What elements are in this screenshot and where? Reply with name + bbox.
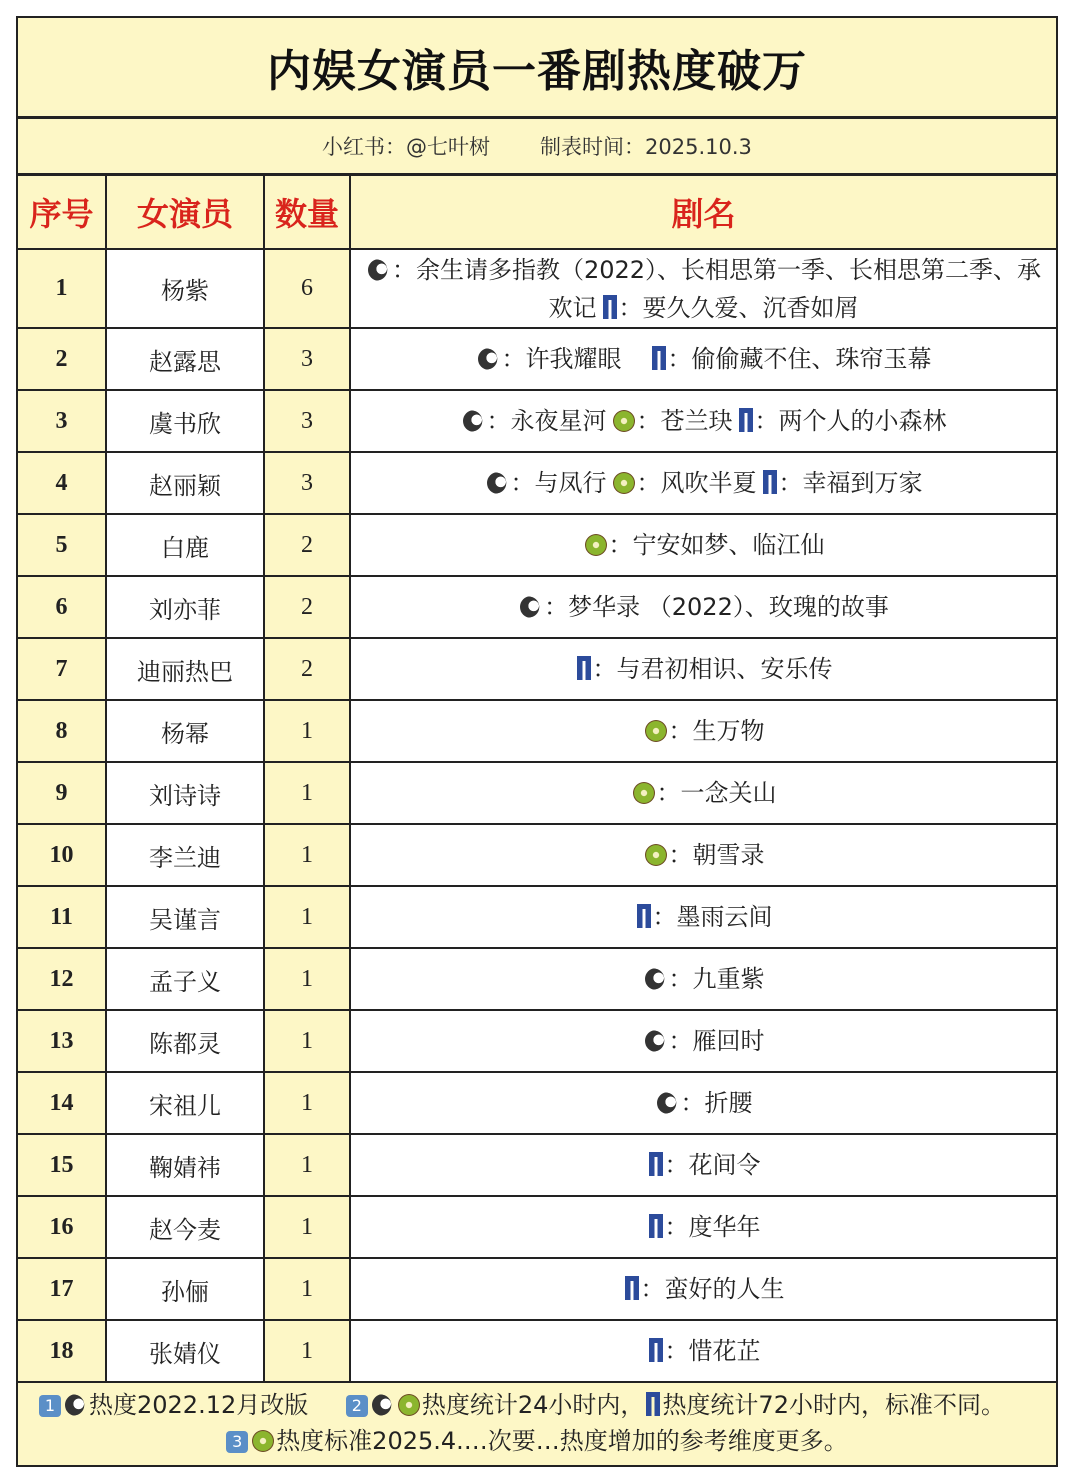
drama-cell	[350, 452, 1056, 514]
drama-list: ：要久久爱、沉香如屑	[618, 293, 859, 322]
drama-cell	[350, 390, 1056, 452]
table-row	[18, 700, 1056, 762]
drama-list: ：朝雪录	[668, 841, 765, 869]
rank-cell: 18	[18, 1320, 106, 1382]
jeans-icon	[603, 295, 617, 319]
kiwi-icon	[633, 782, 655, 804]
table-row	[18, 249, 1056, 328]
count-cell: 1	[264, 886, 350, 948]
drama-cell	[350, 886, 1056, 948]
actress-cell: 赵露思	[106, 328, 264, 390]
rank-cell: 4	[18, 452, 106, 514]
penguin-icon	[65, 1394, 87, 1416]
rank-cell: 13	[18, 1010, 106, 1072]
number-3-icon: 3	[226, 1431, 248, 1453]
actress-cell: 李兰迪	[106, 824, 264, 886]
count-cell: 1	[264, 1196, 350, 1258]
note-3: 热度标准2025.4.…次要…热度增加的参考维度更多。	[276, 1427, 848, 1455]
table-row	[18, 824, 1056, 886]
rank-cell: 5	[18, 514, 106, 576]
count-cell: 2	[264, 576, 350, 638]
rank-cell: 9	[18, 762, 106, 824]
drama-cell	[350, 1010, 1056, 1072]
table-row	[18, 948, 1056, 1010]
kiwi-icon	[252, 1430, 274, 1452]
count-cell: 1	[264, 824, 350, 886]
count-cell: 3	[264, 452, 350, 514]
penguin-icon	[657, 1092, 679, 1114]
actress-cell: 迪丽热巴	[106, 638, 264, 700]
rank-cell: 15	[18, 1134, 106, 1196]
drama-list: ：余生请多指教（2022）、长相思第一季、长相思第二季、承欢记	[391, 255, 1042, 322]
actress-cell: 陈都灵	[106, 1010, 264, 1072]
ranking-table	[18, 176, 1056, 1383]
drama-list: ：花间令	[664, 1151, 761, 1179]
drama-list: ：幸福到万家	[778, 469, 923, 497]
table-row	[18, 514, 1056, 576]
penguin-icon	[487, 472, 509, 494]
count-cell: 1	[264, 1010, 350, 1072]
number-1-icon: 1	[39, 1395, 61, 1417]
count-cell: 3	[264, 328, 350, 390]
kiwi-icon	[645, 844, 667, 866]
drama-list: ：惜花芷	[664, 1337, 761, 1365]
table-row	[18, 1134, 1056, 1196]
jeans-icon	[649, 1214, 663, 1238]
drama-list: ：与凤行	[510, 469, 607, 497]
header-index: 序号	[18, 176, 106, 249]
date: 制表时间：2025.10.3	[540, 135, 752, 159]
jeans-icon	[652, 346, 666, 370]
jeans-icon	[625, 1276, 639, 1300]
table-row	[18, 328, 1056, 390]
drama-list: ：折腰	[680, 1089, 753, 1117]
note-1: 热度2022.12月改版	[89, 1391, 309, 1419]
drama-list: ：梦华录 （2022）、玫瑰的故事	[544, 593, 889, 621]
actress-cell: 孟子义	[106, 948, 264, 1010]
drama-list: ：许我耀眼	[501, 345, 622, 373]
rank-cell: 8	[18, 700, 106, 762]
count-cell: 3	[264, 390, 350, 452]
table-row	[18, 452, 1056, 514]
subtitle	[18, 119, 1056, 176]
author: 小红书：@七叶树	[322, 135, 491, 159]
drama-cell	[350, 576, 1056, 638]
drama-cell	[350, 1258, 1056, 1320]
rank-cell: 6	[18, 576, 106, 638]
rank-cell: 16	[18, 1196, 106, 1258]
ranking-sheet	[16, 16, 1058, 1467]
penguin-icon	[478, 348, 500, 370]
drama-cell	[350, 824, 1056, 886]
actress-cell: 宋祖儿	[106, 1072, 264, 1134]
jeans-icon	[577, 656, 591, 680]
page-title: 内娱女演员一番剧热度破万	[18, 18, 1056, 119]
table-row	[18, 886, 1056, 948]
jeans-icon	[649, 1152, 663, 1176]
drama-cell	[350, 1320, 1056, 1382]
note-2a: 热度统计24小时内，	[421, 1391, 645, 1419]
drama-list: ：雁回时	[668, 1027, 765, 1055]
count-cell: 1	[264, 1072, 350, 1134]
footnote	[18, 1383, 1056, 1465]
number-2-icon: 2	[346, 1395, 368, 1417]
rank-cell: 17	[18, 1258, 106, 1320]
drama-cell	[350, 762, 1056, 824]
drama-list: ：与君初相识、安乐传	[592, 655, 833, 683]
penguin-icon	[645, 968, 667, 990]
actress-cell: 张婧仪	[106, 1320, 264, 1382]
drama-list: ：生万物	[668, 717, 765, 745]
header-row	[18, 176, 1056, 249]
table-row	[18, 638, 1056, 700]
penguin-icon	[520, 596, 542, 618]
actress-cell: 鞠婧祎	[106, 1134, 264, 1196]
count-cell: 2	[264, 514, 350, 576]
table-row	[18, 1010, 1056, 1072]
rank-cell: 1	[18, 249, 106, 328]
count-cell: 1	[264, 1134, 350, 1196]
drama-cell	[350, 328, 1056, 390]
table-row	[18, 1258, 1056, 1320]
jeans-icon	[649, 1338, 663, 1362]
drama-cell	[350, 700, 1056, 762]
actress-cell: 白鹿	[106, 514, 264, 576]
rank-cell: 7	[18, 638, 106, 700]
drama-list: ：度华年	[664, 1213, 761, 1241]
drama-cell	[350, 249, 1056, 328]
table-row	[18, 1072, 1056, 1134]
count-cell: 1	[264, 762, 350, 824]
table-row	[18, 762, 1056, 824]
kiwi-icon	[398, 1394, 420, 1416]
count-cell: 2	[264, 638, 350, 700]
actress-cell: 孙俪	[106, 1258, 264, 1320]
drama-list: ：墨雨云间	[652, 903, 773, 931]
drama-list: ：偷偷藏不住、珠帘玉幕	[667, 345, 932, 373]
count-cell: 1	[264, 700, 350, 762]
kiwi-icon	[613, 472, 635, 494]
jeans-icon	[763, 470, 777, 494]
count-cell: 1	[264, 1258, 350, 1320]
drama-list: ：两个人的小森林	[754, 407, 947, 435]
drama-list: ：苍兰玦	[636, 407, 733, 435]
actress-cell: 刘诗诗	[106, 762, 264, 824]
rank-cell: 14	[18, 1072, 106, 1134]
actress-cell: 虞书欣	[106, 390, 264, 452]
table-row	[18, 576, 1056, 638]
header-drama: 剧名	[350, 176, 1056, 249]
note-2b: 热度统计72小时内，标准不同。	[662, 1391, 1005, 1419]
drama-cell	[350, 1196, 1056, 1258]
jeans-icon	[646, 1392, 660, 1416]
table-row	[18, 1196, 1056, 1258]
actress-cell: 杨紫	[106, 249, 264, 328]
rank-cell: 2	[18, 328, 106, 390]
rank-cell: 10	[18, 824, 106, 886]
penguin-icon	[372, 1394, 394, 1416]
drama-list: ：一念关山	[656, 779, 777, 807]
penguin-icon	[463, 410, 485, 432]
kiwi-icon	[645, 720, 667, 742]
drama-list: ：宁安如梦、临江仙	[608, 531, 825, 559]
header-actress: 女演员	[106, 176, 264, 249]
actress-cell: 赵丽颖	[106, 452, 264, 514]
drama-list: ：风吹半夏	[636, 469, 757, 497]
drama-list: ：蛮好的人生	[640, 1275, 785, 1303]
penguin-icon	[368, 259, 390, 281]
drama-cell	[350, 1134, 1056, 1196]
actress-cell: 刘亦菲	[106, 576, 264, 638]
penguin-icon	[645, 1030, 667, 1052]
table-row	[18, 390, 1056, 452]
rank-cell: 12	[18, 948, 106, 1010]
actress-cell: 杨幂	[106, 700, 264, 762]
kiwi-icon	[585, 534, 607, 556]
count-cell: 6	[264, 249, 350, 328]
rank-cell: 3	[18, 390, 106, 452]
actress-cell: 赵今麦	[106, 1196, 264, 1258]
drama-list: ：九重紫	[668, 965, 765, 993]
drama-cell	[350, 948, 1056, 1010]
jeans-icon	[739, 408, 753, 432]
actress-cell: 吴谨言	[106, 886, 264, 948]
count-cell: 1	[264, 948, 350, 1010]
count-cell: 1	[264, 1320, 350, 1382]
drama-list: ：永夜星河	[486, 407, 607, 435]
drama-cell	[350, 1072, 1056, 1134]
table-row	[18, 1320, 1056, 1382]
drama-cell	[350, 514, 1056, 576]
kiwi-icon	[613, 410, 635, 432]
header-count: 数量	[264, 176, 350, 249]
rank-cell: 11	[18, 886, 106, 948]
drama-cell	[350, 638, 1056, 700]
jeans-icon	[637, 904, 651, 928]
